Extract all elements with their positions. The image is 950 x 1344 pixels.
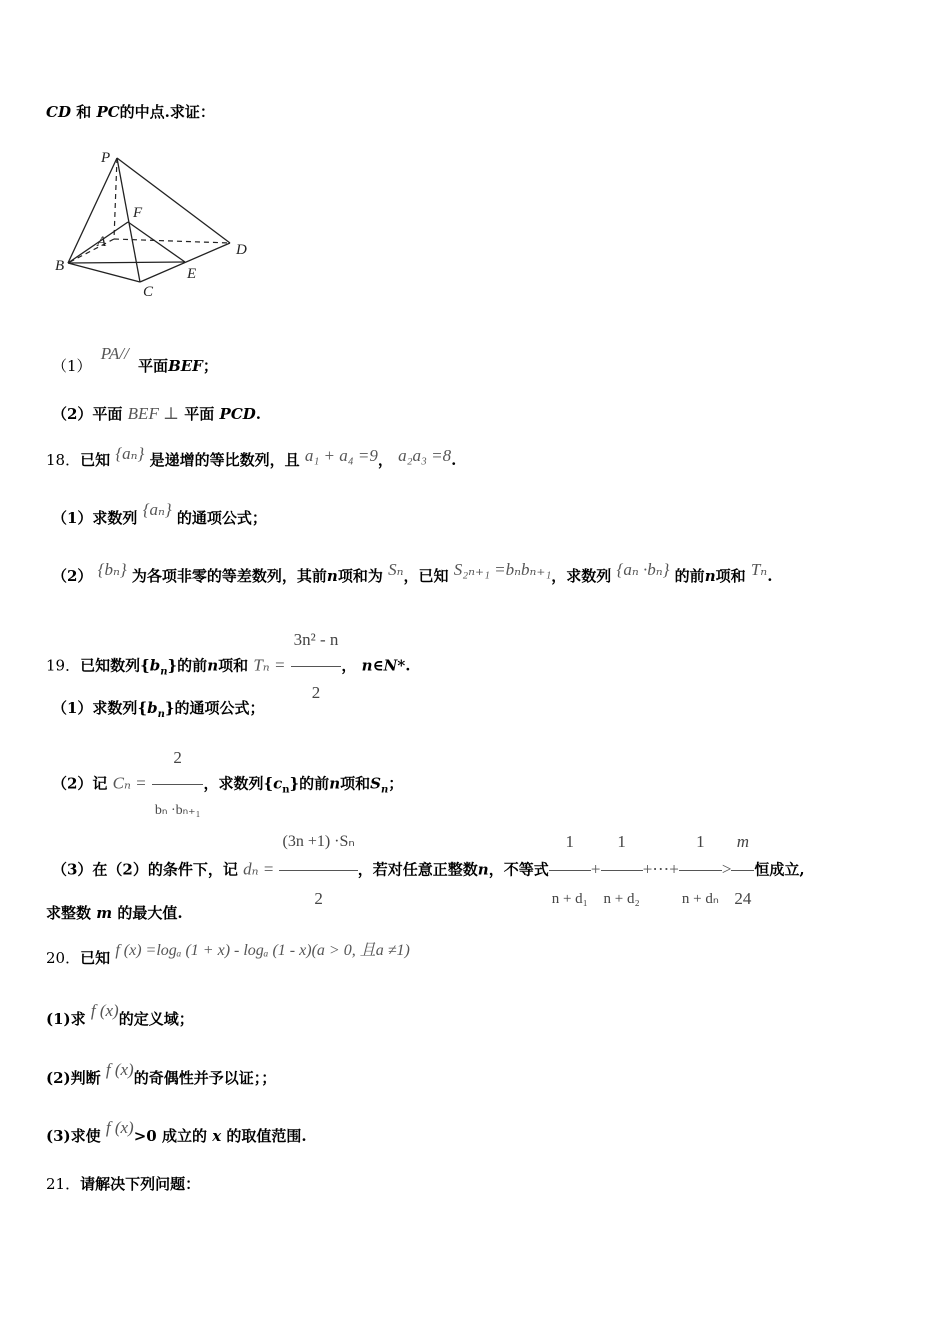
q18-p2-n2: n <box>704 567 716 585</box>
q19-p2-frac-den: bₙ ·bₙ₊₁ <box>152 784 204 835</box>
q18-number: 18． <box>46 451 81 469</box>
q18-p2-n: n <box>326 567 338 585</box>
q19-b: b <box>149 656 161 675</box>
q17-part1 <box>52 344 218 376</box>
q20-p2-a: (2)判断 <box>46 1069 101 1087</box>
intro-and: 和 <box>76 103 92 121</box>
q19-p3-dots: +⋯+ <box>642 859 679 879</box>
q19-p3-gt: > <box>721 859 732 879</box>
q18-cond1: a₁ + a₄ =9 <box>304 446 378 465</box>
q18-p2-f: 的前 <box>674 567 705 585</box>
edge-pd <box>117 158 230 243</box>
q19-n: n <box>207 656 219 675</box>
q20-p3-c: 的取值范围. <box>226 1127 307 1145</box>
label-b: B <box>55 258 65 274</box>
q19-p3-term1-num: 1 <box>565 832 575 851</box>
q19-p3-m: m <box>736 832 750 851</box>
q20-p1-fx: f (x) <box>90 1001 119 1020</box>
q19-p1-a: （1）求数列{ <box>52 699 148 717</box>
q19-tn: Tₙ = <box>253 655 286 675</box>
q18-cond2: a₂a₃ =8 <box>398 446 452 465</box>
q19-p3-m-over-24 <box>731 816 754 925</box>
q21-number: 21． <box>46 1175 81 1193</box>
edge-pb <box>68 158 117 263</box>
label-p: P <box>101 150 111 166</box>
q20-part1 <box>46 1001 194 1029</box>
q19-t2: }的前 <box>167 656 208 675</box>
q18-t2: 是递增的等比数列，且 <box>149 451 300 469</box>
q19-p2-end: ； <box>388 774 404 793</box>
q19-p3-term1-den: n + d₁ <box>549 870 591 925</box>
q19-p2-e: 项和 <box>340 774 371 793</box>
q17-p1-end: ； <box>202 357 218 375</box>
q19-p3-c: ，不等式 <box>488 860 549 879</box>
q18-p2-cond: S₂ₙ₊₁ =bₙbₙ₊₁ <box>453 560 552 579</box>
q19-p3-a: （3）在（2）的条件下，记 <box>52 860 238 879</box>
q19-p1-c: }的通项公式； <box>164 699 265 717</box>
q20-p3-b: >0 成立的 <box>133 1127 207 1145</box>
q18-p2-tn: Tₙ <box>750 560 768 579</box>
q19-part3-continued <box>46 903 183 923</box>
q17-p2-end: . <box>255 405 262 423</box>
q18-p2-sn: Sₙ <box>388 560 404 579</box>
q18-p2-b: 为各项非零的等差数列，其前 <box>131 567 327 585</box>
q19-domain: n∈N* <box>361 656 406 675</box>
intro-line <box>46 102 215 122</box>
q19-p2-s: S <box>370 774 381 793</box>
edge-be <box>68 262 185 263</box>
q19-p1-b: b <box>147 699 158 717</box>
edge-fe <box>128 222 185 262</box>
q19-p2-n: n <box>329 774 341 793</box>
q21-text: 请解决下列问题： <box>80 1175 201 1193</box>
q19-p2-frac-num: 2 <box>173 748 182 767</box>
q19-p1-n: n <box>157 709 165 720</box>
label-a: A <box>97 234 107 250</box>
q19-p2-cn-sub: n <box>282 784 290 796</box>
q19-p3-term2-den: n + d₂ <box>601 870 643 925</box>
edge-pa <box>114 158 117 239</box>
q20-part2 <box>46 1060 277 1088</box>
q18-part1 <box>52 500 267 528</box>
q20-part3 <box>46 1118 307 1146</box>
q19-frac-den: 2 <box>291 666 342 717</box>
q18-part2 <box>52 560 773 586</box>
label-c: C <box>143 284 154 300</box>
q19-fraction <box>291 616 342 717</box>
q19-p3-plus1: + <box>590 859 601 879</box>
q18-p2-seq-b: {bₙ} <box>97 560 127 579</box>
q17-p2-plane: PCD <box>219 405 256 423</box>
q19-end: . <box>405 656 411 675</box>
q18-p1-b: 的通项公式； <box>176 509 267 527</box>
q19-p3-frac-num: (3n +1) ·Sₙ <box>282 833 355 850</box>
q17-p1-prefix: （1） <box>52 357 92 375</box>
q19-t4: ， <box>341 656 357 675</box>
q17-p2-text: 平面 <box>184 405 215 423</box>
q20-p2-fx: f (x) <box>105 1060 134 1079</box>
q18-t1: 已知 <box>80 451 111 469</box>
q19-p2-cn: Cₙ = <box>112 773 147 793</box>
q17-p2-math: BEF ⊥ <box>127 404 180 423</box>
q19-p3-term1 <box>549 816 591 925</box>
q17-p2-prefix: （2）平面 <box>52 405 123 423</box>
q20-p3-fx: f (x) <box>105 1118 134 1137</box>
label-e: E <box>187 266 197 282</box>
q19-p3-fraction <box>279 816 357 925</box>
q20-p1-b: 的定义域； <box>118 1010 194 1028</box>
q19-number: 19． <box>46 656 81 675</box>
segment-pc: PC <box>96 103 120 121</box>
q18-p1-a: （1）求数列 <box>52 509 138 527</box>
q19-p3-term2 <box>601 816 643 925</box>
q21-stem <box>46 1174 200 1194</box>
q19-p3-cont-a: 求整数 <box>46 904 92 922</box>
q19-p3-n: n <box>477 860 489 879</box>
q18-p2-a: （2） <box>52 567 93 585</box>
q18-p2-e: ，求数列 <box>551 567 612 585</box>
pyramid-figure <box>50 142 265 302</box>
q20-p3-x: x <box>212 1127 222 1145</box>
q19-p3-term3-num: 1 <box>696 832 705 851</box>
q19-p3-b: ，若对任意正整数 <box>357 860 478 879</box>
q19-p3-term3 <box>679 816 722 925</box>
q18-seq-an: {aₙ} <box>115 444 145 463</box>
segment-cd: CD <box>46 103 71 121</box>
q18-p2-d: ，已知 <box>403 567 449 585</box>
q20-stem <box>46 942 410 969</box>
q18-p2-end: . <box>767 567 773 585</box>
q18-p2-g: 项和 <box>715 567 746 585</box>
q17-p1-text: 平面 <box>138 357 169 375</box>
q19-p3-cont-b: 的最大值. <box>117 904 183 922</box>
q19-t1: 已知数列{ <box>80 656 150 675</box>
q20-number: 20． <box>46 949 81 967</box>
q19-p3-frac-den: 2 <box>279 870 357 925</box>
q18-p2-c: 项和为 <box>337 567 383 585</box>
q19-p2-b: ，求数列{ <box>203 774 274 793</box>
q19-p2-a: （2）记 <box>52 774 108 793</box>
q18-p2-seq-ab: {aₙ ·bₙ} <box>616 560 670 579</box>
q19-p3-d: 恒成立, <box>754 860 805 879</box>
label-f: F <box>133 205 143 221</box>
q20-formula: f (x) =logₐ (1 + x) - logₐ (1 - x)(a > 0, 且a ≠1) <box>115 942 410 959</box>
q19-t3: 项和 <box>218 656 249 675</box>
q18-p1-seq: {aₙ} <box>142 500 172 519</box>
q19-p2-c: c <box>273 774 283 793</box>
q19-n-sub: n <box>160 666 168 678</box>
q19-p2-d: }的前 <box>289 774 330 793</box>
q19-frac-num: 3n² - n <box>293 630 339 649</box>
q18-stem <box>46 444 457 470</box>
q19-p3-term2-num: 1 <box>617 832 626 851</box>
q20-p3-a: (3)求使 <box>46 1127 101 1145</box>
q17-part2 <box>52 404 261 424</box>
q20-p1-a: (1)求 <box>46 1010 86 1028</box>
intro-rest: 的中点.求证： <box>119 103 215 121</box>
edge-ab <box>68 239 114 263</box>
q20-p2-b: 的奇偶性并予以证；； <box>133 1069 277 1087</box>
q19-p3-cont-m: m <box>96 904 113 922</box>
edge-ad <box>114 239 230 243</box>
q19-p3-dn: dₙ = <box>243 859 275 879</box>
q19-p2-s-sub: n <box>380 784 389 796</box>
q18-end: . <box>451 451 457 469</box>
q19-part1 <box>52 698 265 725</box>
q18-comma: ， <box>377 451 393 469</box>
label-d: D <box>236 242 247 258</box>
q19-p3-term3-den: n + dₙ <box>679 870 722 925</box>
q19-p3-24: 24 <box>731 870 754 925</box>
q20-t1: 已知 <box>80 949 111 967</box>
q17-p1-plane: BEF <box>168 357 203 375</box>
q17-p1-math: PA// <box>100 344 129 363</box>
edge-bc <box>68 263 140 282</box>
